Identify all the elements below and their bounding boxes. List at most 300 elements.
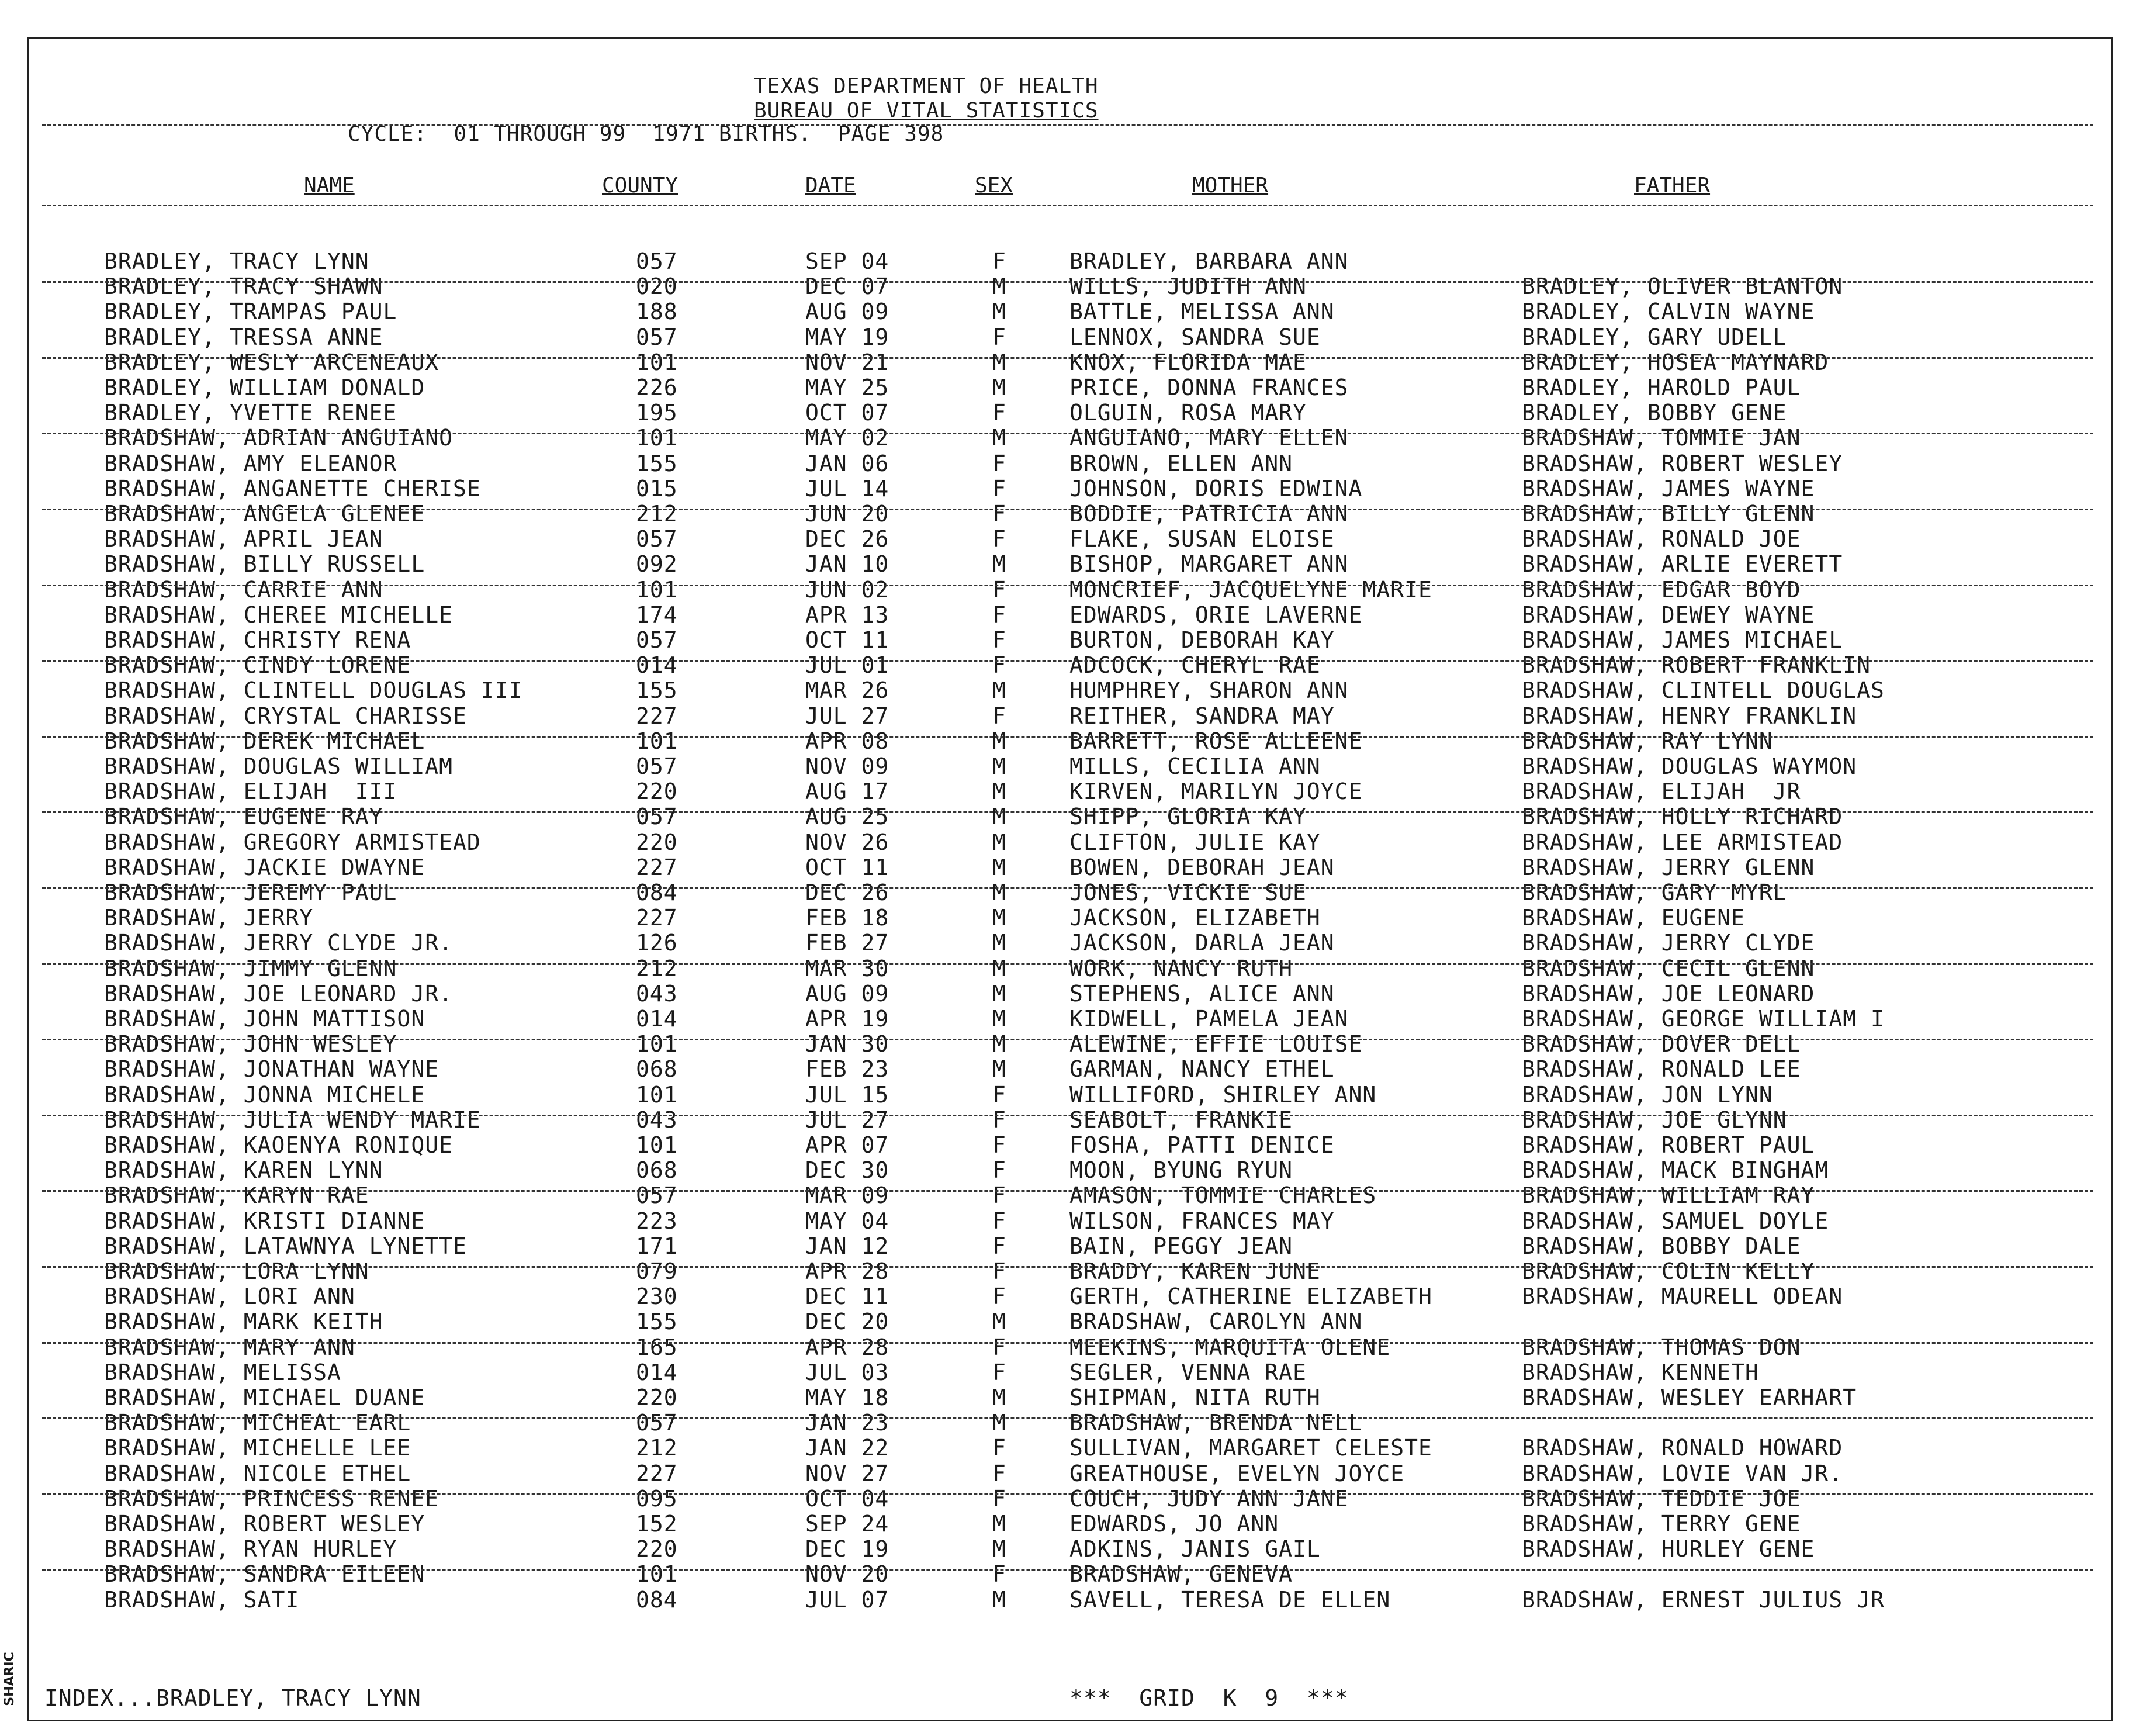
cell-county: 155 <box>636 451 678 476</box>
cell-county: 101 <box>636 577 678 603</box>
cell-name: BRADSHAW, JONNA MICHELE <box>104 1082 425 1108</box>
cell-county: 020 <box>636 274 678 299</box>
cell-mother: ADCOCK, CHERYL RAE <box>1069 652 1321 678</box>
cell-sex: F <box>992 1132 1006 1158</box>
cell-father: BRADSHAW, JAMES WAYNE <box>1522 476 1815 502</box>
table-row <box>0 527 2129 552</box>
cell-date: FEB 18 <box>805 905 889 931</box>
table-row <box>0 905 2129 931</box>
cell-name: BRADSHAW, KAREN LYNN <box>104 1157 383 1183</box>
cell-sex: F <box>992 248 1006 274</box>
table-row <box>0 729 2129 754</box>
table-row <box>0 1083 2129 1108</box>
cell-mother: SHIPP, GLORIA KAY <box>1069 804 1307 829</box>
cell-mother: SAVELL, TERESA DE ELLEN <box>1069 1587 1391 1613</box>
cell-father: BRADLEY, GARY UDELL <box>1522 324 1787 350</box>
cell-mother: JACKSON, DARLA JEAN <box>1069 930 1335 956</box>
cell-father: BRADSHAW, HURLEY GENE <box>1522 1536 1815 1562</box>
cell-date: NOV 09 <box>805 753 889 779</box>
cell-name: BRADSHAW, CHEREE MICHELLE <box>104 602 453 628</box>
cell-father: BRADSHAW, LOVIE VAN JR. <box>1522 1461 1843 1486</box>
cell-date: DEC 30 <box>805 1157 889 1183</box>
cell-name: BRADLEY, YVETTE RENEE <box>104 400 397 426</box>
cell-father: BRADSHAW, TEDDIE JOE <box>1522 1486 1801 1512</box>
cell-mother: SHIPMAN, NITA RUTH <box>1069 1385 1321 1410</box>
cell-name: BRADSHAW, JACKIE DWAYNE <box>104 855 425 880</box>
cell-date: JAN 22 <box>805 1435 889 1461</box>
cell-mother: JACKSON, ELIZABETH <box>1069 905 1321 931</box>
cell-date: JAN 10 <box>805 551 889 577</box>
table-row <box>0 426 2129 451</box>
cell-sex: M <box>992 1031 1006 1057</box>
cell-father: BRADSHAW, LEE ARMISTEAD <box>1522 829 1843 855</box>
table-row <box>0 476 2129 502</box>
table-row <box>0 1335 2129 1360</box>
cell-sex: M <box>992 905 1006 931</box>
table-row <box>0 1209 2129 1234</box>
cell-date: OCT 11 <box>805 855 889 880</box>
cell-name: BRADLEY, WESLY ARCENEAUX <box>104 350 439 375</box>
cell-county: 155 <box>636 677 678 703</box>
table-row <box>0 678 2129 703</box>
cell-county: 174 <box>636 602 678 628</box>
cell-father: BRADLEY, BOBBY GENE <box>1522 400 1787 426</box>
cell-father: BRADSHAW, TOMMIE JAN <box>1522 425 1801 451</box>
cell-father: BRADSHAW, JOE LEONARD <box>1522 981 1815 1007</box>
cell-county: 155 <box>636 1309 678 1334</box>
cell-name: BRADSHAW, JIMMY GLENN <box>104 956 397 981</box>
cell-father: BRADSHAW, EUGENE <box>1522 905 1746 931</box>
cell-date: OCT 11 <box>805 627 889 653</box>
cell-date: APR 28 <box>805 1258 889 1284</box>
cell-mother: ADKINS, JANIS GAIL <box>1069 1536 1321 1562</box>
cell-county: 212 <box>636 501 678 527</box>
column-header-name: NAME <box>304 174 355 198</box>
cell-county: 101 <box>636 350 678 375</box>
cell-name: BRADSHAW, LORA LYNN <box>104 1258 369 1284</box>
cell-sex: M <box>992 350 1006 375</box>
cell-mother: BARRETT, ROSE ALLEENE <box>1069 728 1363 754</box>
cell-sex: M <box>992 551 1006 577</box>
cell-name: BRADSHAW, JOHN WESLEY <box>104 1031 397 1057</box>
cell-sex: M <box>992 1511 1006 1537</box>
cell-sex: M <box>992 299 1006 324</box>
cell-sex: F <box>992 1360 1006 1385</box>
cell-mother: BURTON, DEBORAH KAY <box>1069 627 1335 653</box>
cell-name: BRADSHAW, BILLY RUSSELL <box>104 551 425 577</box>
cell-mother: SEABOLT, FRANKIE <box>1069 1107 1293 1133</box>
table-row <box>0 1588 2129 1613</box>
cell-date: JUL 27 <box>805 1107 889 1133</box>
cell-name: BRADSHAW, JONATHAN WAYNE <box>104 1056 439 1082</box>
cell-county: 079 <box>636 1258 678 1284</box>
cell-father: BRADSHAW, DOUGLAS WAYMON <box>1522 753 1857 779</box>
cell-date: AUG 09 <box>805 299 889 324</box>
cell-sex: M <box>992 1385 1006 1410</box>
cell-date: MAY 25 <box>805 375 889 400</box>
cell-date: JUL 03 <box>805 1360 889 1385</box>
cell-date: APR 28 <box>805 1334 889 1360</box>
cell-father: BRADSHAW, ROBERT FRANKLIN <box>1522 652 1871 678</box>
cell-sex: F <box>992 1233 1006 1259</box>
cell-mother: BODDIE, PATRICIA ANN <box>1069 501 1349 527</box>
cell-name: BRADSHAW, JEREMY PAUL <box>104 880 397 905</box>
table-row <box>0 855 2129 880</box>
cell-county: 220 <box>636 1385 678 1410</box>
cell-date: JUL 14 <box>805 476 889 502</box>
cell-sex: F <box>992 703 1006 729</box>
cell-father: BRADSHAW, DOVER DELL <box>1522 1031 1801 1057</box>
cell-mother: BRADSHAW, CAROLYN ANN <box>1069 1309 1363 1334</box>
row-separator <box>42 281 2093 283</box>
cell-date: MAR 30 <box>805 956 889 981</box>
cell-mother: OLGUIN, ROSA MARY <box>1069 400 1307 426</box>
cell-name: BRADSHAW, PRINCESS RENEE <box>104 1486 439 1512</box>
table-row <box>0 350 2129 375</box>
cell-date: SEP 24 <box>805 1511 889 1537</box>
cell-sex: F <box>992 1082 1006 1108</box>
cell-county: 227 <box>636 1461 678 1486</box>
cell-mother: ALEWINE, EFFIE LOUISE <box>1069 1031 1363 1057</box>
cell-sex: F <box>992 1107 1006 1133</box>
cell-father: BRADSHAW, HENRY FRANKLIN <box>1522 703 1857 729</box>
cell-mother: GARMAN, NANCY ETHEL <box>1069 1056 1335 1082</box>
cell-date: JUN 20 <box>805 501 889 527</box>
cell-date: MAY 04 <box>805 1208 889 1234</box>
cell-mother: MILLS, CECILIA ANN <box>1069 753 1321 779</box>
cell-father: BRADSHAW, KENNETH <box>1522 1360 1759 1385</box>
cell-father: BRADSHAW, RAY LYNN <box>1522 728 1773 754</box>
header-title: TEXAS DEPARTMENT OF HEALTH <box>754 74 1099 98</box>
cell-father: BRADSHAW, ARLIE EVERETT <box>1522 551 1843 577</box>
cell-county: 188 <box>636 299 678 324</box>
cell-mother: ANGUIANO, MARY ELLEN <box>1069 425 1349 451</box>
cell-county: 095 <box>636 1486 678 1512</box>
table-row <box>0 704 2129 729</box>
cell-father: BRADSHAW, SAMUEL DOYLE <box>1522 1208 1829 1234</box>
cell-date: DEC 26 <box>805 526 889 552</box>
cell-name: BRADSHAW, DEREK MICHAEL <box>104 728 425 754</box>
cell-county: 165 <box>636 1334 678 1360</box>
footer-index: INDEX...BRADLEY, TRACY LYNN <box>44 1685 421 1711</box>
table-row <box>0 779 2129 804</box>
cell-county: 101 <box>636 1082 678 1108</box>
cell-sex: M <box>992 981 1006 1007</box>
cell-county: 220 <box>636 829 678 855</box>
cell-date: OCT 04 <box>805 1486 889 1512</box>
table-row <box>0 1562 2129 1587</box>
cell-name: BRADSHAW, EUGENE RAY <box>104 804 383 829</box>
row-separator <box>42 1342 2093 1344</box>
cell-sex: F <box>992 1258 1006 1284</box>
cell-date: NOV 27 <box>805 1461 889 1486</box>
cell-mother: STEPHENS, ALICE ANN <box>1069 981 1335 1007</box>
cell-name: BRADSHAW, ELIJAH III <box>104 779 397 804</box>
cell-name: BRADSHAW, CHRISTY RENA <box>104 627 411 653</box>
cell-county: 015 <box>636 476 678 502</box>
cell-sex: F <box>992 324 1006 350</box>
cell-county: 101 <box>636 1132 678 1158</box>
column-header-county: COUNTY <box>602 174 678 198</box>
cell-date: JAN 30 <box>805 1031 889 1057</box>
cell-mother: LENNOX, SANDRA SUE <box>1069 324 1321 350</box>
cell-sex: F <box>992 652 1006 678</box>
cell-father: BRADSHAW, RONALD LEE <box>1522 1056 1801 1082</box>
table-row <box>0 956 2129 981</box>
table-row <box>0 451 2129 476</box>
cell-county: 220 <box>636 1536 678 1562</box>
cell-father: BRADSHAW, MAURELL ODEAN <box>1522 1284 1843 1309</box>
table-row <box>0 1512 2129 1537</box>
table-row <box>0 325 2129 350</box>
column-header-mother: MOTHER <box>1192 174 1269 198</box>
cell-mother: WILLS, JUDITH ANN <box>1069 274 1307 299</box>
cell-date: JUL 07 <box>805 1587 889 1613</box>
table-row <box>0 1183 2129 1208</box>
row-separator <box>42 433 2093 434</box>
cell-name: BRADLEY, WILLIAM DONALD <box>104 375 425 400</box>
cell-mother: BISHOP, MARGARET ANN <box>1069 551 1349 577</box>
cell-county: 068 <box>636 1056 678 1082</box>
cell-date: AUG 25 <box>805 804 889 829</box>
cell-name: BRADSHAW, MARK KEITH <box>104 1309 383 1334</box>
cell-name: BRADSHAW, KRISTI DIANNE <box>104 1208 425 1234</box>
cell-name: BRADSHAW, CLINTELL DOUGLAS III <box>104 677 523 703</box>
cell-date: JUL 15 <box>805 1082 889 1108</box>
row-separator <box>42 509 2093 510</box>
cell-county: 101 <box>636 728 678 754</box>
cell-sex: F <box>992 627 1006 653</box>
cell-county: 068 <box>636 1157 678 1183</box>
row-separator <box>42 1266 2093 1268</box>
table-row <box>0 299 2129 324</box>
cell-sex: M <box>992 1587 1006 1613</box>
cell-name: BRADSHAW, NICOLE ETHEL <box>104 1461 411 1486</box>
cell-county: 057 <box>636 753 678 779</box>
cell-name: BRADSHAW, MICHAEL DUANE <box>104 1385 425 1410</box>
cell-mother: BRADSHAW, GENEVA <box>1069 1561 1293 1587</box>
cell-mother: EDWARDS, JO ANN <box>1069 1511 1279 1537</box>
cell-sex: M <box>992 1536 1006 1562</box>
cell-mother: KNOX, FLORIDA MAE <box>1069 350 1307 375</box>
column-header-sex: SEX <box>975 174 1013 198</box>
cell-mother: WILSON, FRANCES MAY <box>1069 1208 1335 1234</box>
cell-county: 084 <box>636 1587 678 1613</box>
cell-name: BRADSHAW, DOUGLAS WILLIAM <box>104 753 453 779</box>
table-row <box>0 1410 2129 1436</box>
table-row <box>0 1486 2129 1512</box>
cell-name: BRADSHAW, RYAN HURLEY <box>104 1536 397 1562</box>
cell-name: BRADSHAW, JULIA WENDY MARIE <box>104 1107 481 1133</box>
cell-name: BRADSHAW, LORI ANN <box>104 1284 355 1309</box>
cell-father: BRADSHAW, JOE GLYNN <box>1522 1107 1787 1133</box>
cell-county: 014 <box>636 652 678 678</box>
cell-name: BRADSHAW, LATAWNYA LYNETTE <box>104 1233 467 1259</box>
cell-name: BRADSHAW, ADRIAN ANGUIANO <box>104 425 453 451</box>
table-row <box>0 981 2129 1007</box>
cell-county: 101 <box>636 1031 678 1057</box>
cell-date: DEC 11 <box>805 1284 889 1309</box>
cell-name: BRADLEY, TRAMPAS PAUL <box>104 299 397 324</box>
cell-sex: M <box>992 855 1006 880</box>
cell-name: BRADSHAW, CRYSTAL CHARISSE <box>104 703 467 729</box>
cell-sex: F <box>992 602 1006 628</box>
cell-name: BRADSHAW, SANDRA EILEEN <box>104 1561 425 1587</box>
cell-name: BRADSHAW, KARYN RAE <box>104 1182 369 1208</box>
row-separator <box>42 357 2093 359</box>
cell-county: 126 <box>636 930 678 956</box>
cell-father: BRADSHAW, RONALD JOE <box>1522 526 1801 552</box>
cell-father: BRADSHAW, HOLLY RICHARD <box>1522 804 1843 829</box>
table-row <box>0 552 2129 577</box>
table-row <box>0 577 2129 603</box>
cell-father: BRADLEY, OLIVER BLANTON <box>1522 274 1843 299</box>
cell-sex: M <box>992 425 1006 451</box>
cell-father: BRADSHAW, JON LYNN <box>1522 1082 1773 1108</box>
cell-father: BRADSHAW, THOMAS DON <box>1522 1334 1801 1360</box>
cell-county: 057 <box>636 324 678 350</box>
cell-county: 227 <box>636 703 678 729</box>
row-separator <box>42 1417 2093 1419</box>
cell-sex: M <box>992 375 1006 400</box>
row-separator <box>42 585 2093 586</box>
cell-sex: M <box>992 677 1006 703</box>
cell-mother: MEEKINS, MARQUITA OLENE <box>1069 1334 1391 1360</box>
cell-sex: F <box>992 400 1006 426</box>
cell-father: BRADSHAW, ROBERT WESLEY <box>1522 451 1843 476</box>
table-row <box>0 628 2129 653</box>
cell-name: BRADSHAW, CARRIE ANN <box>104 577 383 603</box>
cell-name: BRADSHAW, ANGELA GLENEE <box>104 501 425 527</box>
table-row <box>0 1360 2129 1385</box>
cell-date: JUL 27 <box>805 703 889 729</box>
cell-date: JAN 23 <box>805 1410 889 1436</box>
cell-mother: MOON, BYUNG RYUN <box>1069 1157 1293 1183</box>
row-separator <box>42 1190 2093 1192</box>
cell-sex: F <box>992 1284 1006 1309</box>
cell-mother: FOSHA, PATTI DENICE <box>1069 1132 1335 1158</box>
cell-county: 171 <box>636 1233 678 1259</box>
cell-sex: F <box>992 1208 1006 1234</box>
divider <box>42 124 2093 126</box>
cell-mother: BRADSHAW, BRENDA NELL <box>1069 1410 1363 1436</box>
cell-mother: AMASON, TOMMIE CHARLES <box>1069 1182 1377 1208</box>
cell-mother: BROWN, ELLEN ANN <box>1069 451 1293 476</box>
cell-county: 043 <box>636 981 678 1007</box>
cell-mother: CLIFTON, JULIE KAY <box>1069 829 1321 855</box>
cell-date: FEB 23 <box>805 1056 889 1082</box>
cell-date: MAR 09 <box>805 1182 889 1208</box>
cell-date: JUL 01 <box>805 652 889 678</box>
cell-name: BRADSHAW, APRIL JEAN <box>104 526 383 552</box>
cell-name: BRADSHAW, JERRY <box>104 905 314 931</box>
cell-county: 092 <box>636 551 678 577</box>
cell-county: 101 <box>636 1561 678 1587</box>
cell-county: 057 <box>636 1410 678 1436</box>
table-row <box>0 804 2129 829</box>
cell-county: 226 <box>636 375 678 400</box>
cell-name: BRADSHAW, JERRY CLYDE JR. <box>104 930 453 956</box>
cell-father: BRADSHAW, GARY MYRL <box>1522 880 1787 905</box>
cell-county: 057 <box>636 1182 678 1208</box>
cell-father: BRADSHAW, ROBERT PAUL <box>1522 1132 1815 1158</box>
cell-sex: F <box>992 451 1006 476</box>
cell-sex: F <box>992 577 1006 603</box>
row-separator <box>42 1039 2093 1040</box>
cell-name: BRADLEY, TRACY LYNN <box>104 248 369 274</box>
cell-mother: COUCH, JUDY ANN JANE <box>1069 1486 1349 1512</box>
cell-sex: M <box>992 1056 1006 1082</box>
cell-date: MAY 18 <box>805 1385 889 1410</box>
cell-father: BRADSHAW, JERRY GLENN <box>1522 855 1815 880</box>
header-cycle: CYCLE: 01 THROUGH 99 1971 BIRTHS. PAGE 398 <box>348 122 944 146</box>
cell-date: APR 13 <box>805 602 889 628</box>
cell-date: MAY 19 <box>805 324 889 350</box>
table-row <box>0 1108 2129 1133</box>
table-row <box>0 1537 2129 1562</box>
cell-county: 230 <box>636 1284 678 1309</box>
cell-name: BRADSHAW, CINDY LORENE <box>104 652 411 678</box>
cell-sex: F <box>992 1561 1006 1587</box>
table-row <box>0 400 2129 426</box>
row-separator <box>42 1493 2093 1495</box>
cell-date: JAN 12 <box>805 1233 889 1259</box>
table-row <box>0 1309 2129 1334</box>
column-header-father: FATHER <box>1634 174 1711 198</box>
cell-date: MAR 26 <box>805 677 889 703</box>
table-row <box>0 603 2129 628</box>
cell-county: 223 <box>636 1208 678 1234</box>
cell-name: BRADLEY, TRESSA ANNE <box>104 324 383 350</box>
footer-grid: *** GRID K 9 *** <box>1069 1685 1349 1711</box>
table-row <box>0 1259 2129 1284</box>
cell-date: JAN 06 <box>805 451 889 476</box>
table-row <box>0 653 2129 678</box>
cell-mother: MONCRIEF, JACQUELYNE MARIE <box>1069 577 1432 603</box>
cell-date: NOV 20 <box>805 1561 889 1587</box>
row-separator <box>42 887 2093 889</box>
cell-name: BRADSHAW, GREGORY ARMISTEAD <box>104 829 481 855</box>
table-row <box>0 1234 2129 1259</box>
table-row <box>0 502 2129 527</box>
cell-date: MAY 02 <box>805 425 889 451</box>
cell-father: BRADSHAW, GEORGE WILLIAM I <box>1522 1006 1885 1032</box>
cell-mother: PRICE, DONNA FRANCES <box>1069 375 1349 400</box>
cell-county: 057 <box>636 627 678 653</box>
table-row <box>0 1461 2129 1486</box>
cell-father: BRADSHAW, CECIL GLENN <box>1522 956 1815 981</box>
cell-name: BRADSHAW, ANGANETTE CHERISE <box>104 476 481 502</box>
cell-father: BRADSHAW, COLIN KELLY <box>1522 1258 1815 1284</box>
cell-date: FEB 27 <box>805 930 889 956</box>
cell-mother: JONES, VICKIE SUE <box>1069 880 1307 905</box>
cell-county: 220 <box>636 779 678 804</box>
cell-mother: BAIN, PEGGY JEAN <box>1069 1233 1293 1259</box>
cell-sex: M <box>992 829 1006 855</box>
cell-father: BRADSHAW, EDGAR BOYD <box>1522 577 1801 603</box>
cell-sex: F <box>992 1334 1006 1360</box>
cell-sex: F <box>992 1461 1006 1486</box>
row-separator <box>42 811 2093 813</box>
cell-date: DEC 19 <box>805 1536 889 1562</box>
cell-date: OCT 07 <box>805 400 889 426</box>
cell-date: SEP 04 <box>805 248 889 274</box>
table-row <box>0 1436 2129 1461</box>
cell-father: BRADSHAW, WESLEY EARHART <box>1522 1385 1857 1410</box>
cell-name: BRADSHAW, JOE LEONARD JR. <box>104 981 453 1007</box>
cell-name: BRADSHAW, MELISSA <box>104 1360 341 1385</box>
cell-sex: M <box>992 779 1006 804</box>
